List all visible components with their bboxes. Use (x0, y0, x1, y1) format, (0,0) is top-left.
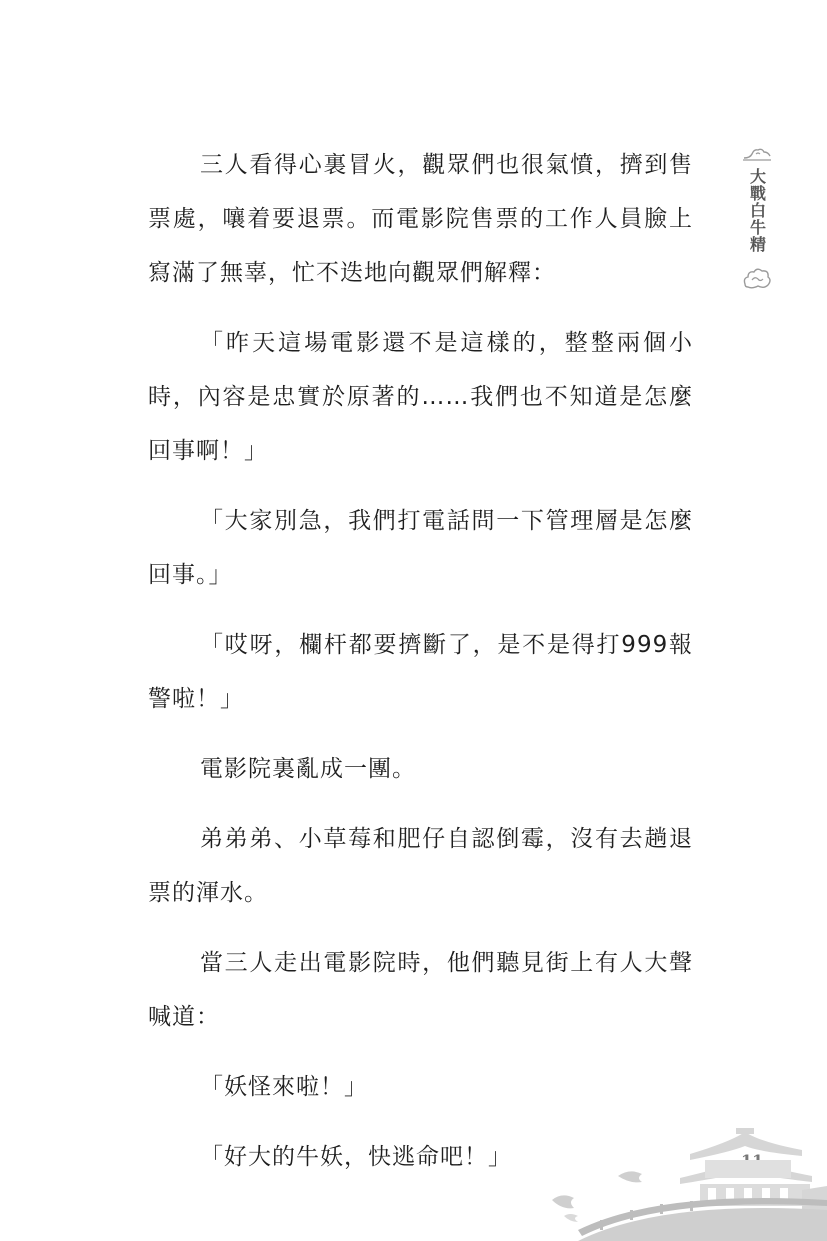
running-title-text: 大戰白牛精 (747, 168, 767, 253)
body-text (148, 138, 693, 1200)
paragraph-1: 三人看得心裏冒火，觀眾們也很氣憤，擠到售票處，嚷着要退票。而電影院售票的工作人員臉上寫滿了無辜，忙不迭地向觀眾們解釋： (148, 152, 693, 286)
paragraph-8: 「妖怪來啦！」 (200, 1074, 368, 1100)
running-title (742, 146, 772, 257)
cloud-icon (742, 266, 772, 292)
paragraph-9: 「好大的牛妖，快逃命吧！」 (200, 1144, 512, 1170)
paragraph-7: 當三人走出電影院時，他們聽見街上有人大聲喊道： (148, 950, 693, 1030)
cloud-icon (742, 146, 772, 164)
paragraph-6: 弟弟弟、小草莓和肥仔自認倒霉，沒有去趟退票的渾水。 (148, 826, 693, 906)
paragraph-4: 「哎呀，欄杆都要擠斷了，是不是得打999報警啦！」 (148, 632, 693, 712)
paragraph-3: 「大家別急，我們打電話問一下管理層是怎麼回事。」 (148, 508, 693, 588)
paragraph-5: 電影院裏亂成一團。 (200, 756, 416, 782)
paragraph-2: 「昨天這場電影還不是這樣的，整整兩個小時，內容是忠實於原著的……我們也不知道是怎麼回事啊！」 (148, 330, 693, 464)
temple-bridge-illustration (540, 1120, 827, 1241)
